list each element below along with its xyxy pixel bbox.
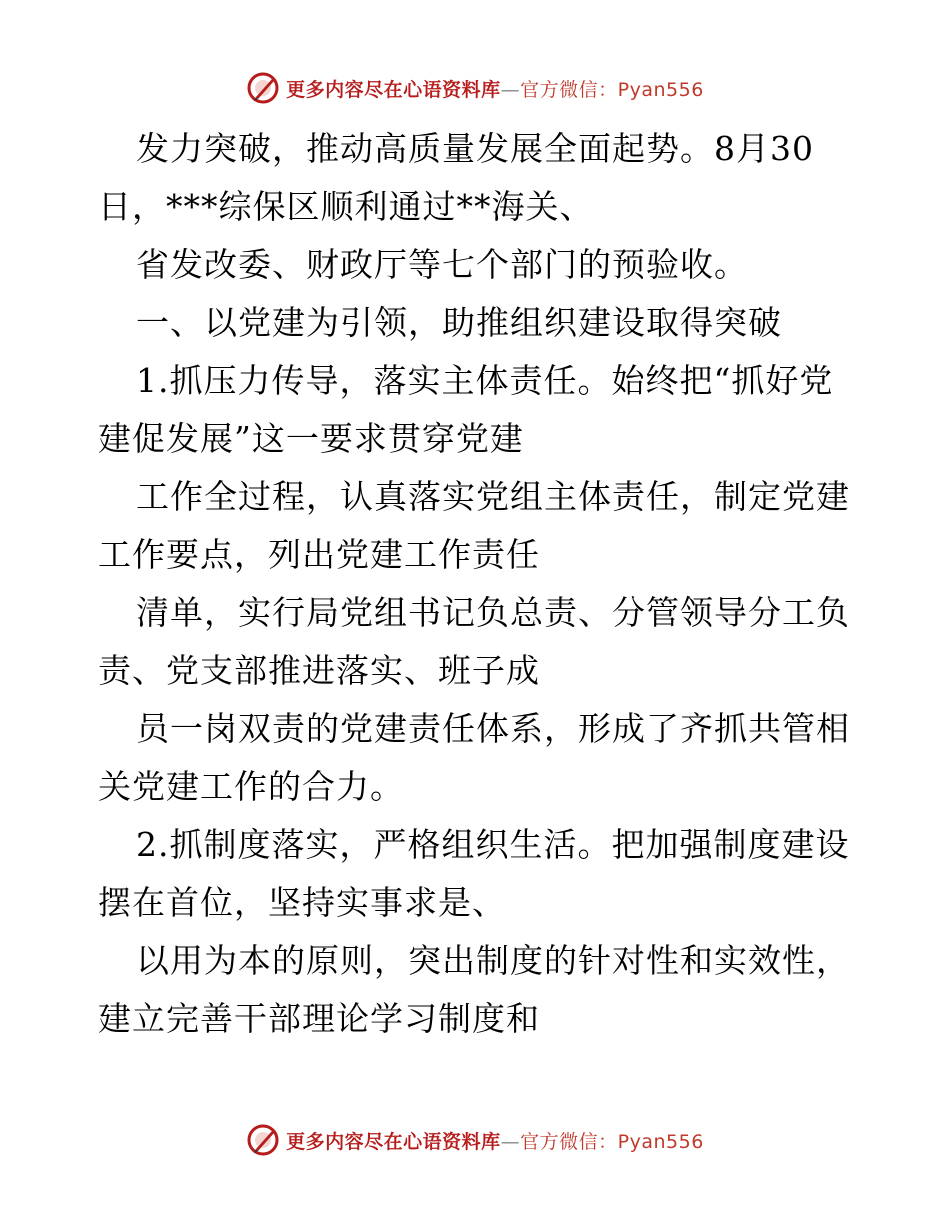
text-line: 关党建工作的合力。 — [98, 767, 404, 806]
watermark-main-text: 更多内容尽在心语资料库 — [286, 1130, 501, 1153]
section-heading: 一、以党建为引领，助推组织建设取得突破 — [136, 303, 782, 342]
footer-watermark — [0, 1120, 950, 1160]
text-line: 员一岗双责的党建责任体系，形成了齐抓共管相 — [136, 709, 850, 748]
text-line: 建立完善干部理论学习制度和 — [98, 999, 540, 1038]
pen-logo-icon — [246, 1123, 280, 1157]
text-line: 日，***综保区顺利通过**海关、 — [98, 187, 594, 226]
text-line: 工作全过程，认真落实党组主体责任，制定党建 — [136, 477, 850, 516]
text-line: 2.抓制度落实，严格组织生活。把加强制度建设 — [136, 825, 850, 864]
watermark-contact-text: 官方微信：Pyan556 — [520, 1130, 704, 1153]
watermark-separator: — — [500, 78, 521, 101]
text-line: 省发改委、财政厅等七个部门的预验收。 — [136, 245, 748, 284]
pen-logo-icon — [246, 71, 280, 105]
text-line: 责、党支部推进落实、班子成 — [98, 651, 540, 690]
document-body — [98, 120, 858, 1048]
text-line: 发力突破，推动高质量发展全面起势。8月30 — [136, 129, 814, 168]
text-line: 建促发展”这一要求贯穿党建 — [98, 419, 524, 458]
watermark-main-text: 更多内容尽在心语资料库 — [286, 78, 501, 101]
watermark-contact-text: 官方微信：Pyan556 — [520, 78, 704, 101]
text-line: 1.抓压力传导，落实主体责任。始终把“抓好党 — [136, 361, 834, 400]
text-line: 摆在首位，坚持实事求是、 — [98, 883, 506, 922]
watermark-separator: — — [500, 1130, 521, 1153]
text-line: 以用为本的原则，突出制度的针对性和实效性， — [136, 941, 850, 980]
header-watermark — [0, 68, 950, 108]
text-line: 清单，实行局党组书记负总责、分管领导分工负 — [136, 593, 850, 632]
text-line: 工作要点，列出党建工作责任 — [98, 535, 540, 574]
